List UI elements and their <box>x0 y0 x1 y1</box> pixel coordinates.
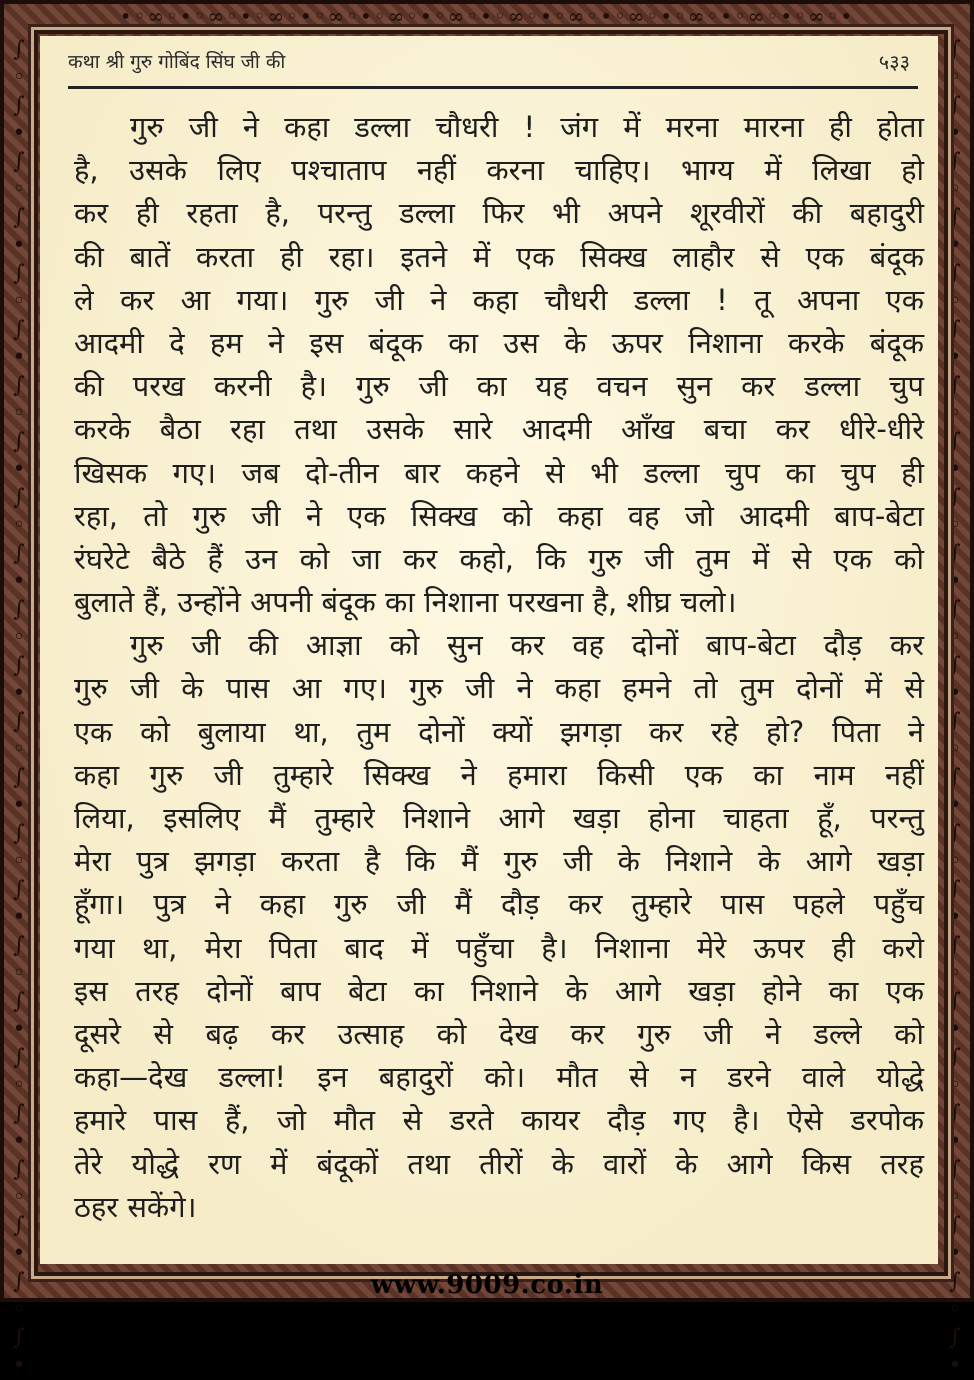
text-line: तेरे योद्धे रण में बंदूकों तथा तीरों के वारों के आगे किस तरह <box>74 1146 924 1181</box>
text-line: गया था, मेरा पिता बाद में पहुँचा है। निशाना मेरे ऊपर ही करो <box>74 930 924 965</box>
text-line: की बातें करता ही रहा। इतने में एक सिक्ख लाहौर से एक बंदूक <box>74 239 924 274</box>
website-url: www.9009.co.in <box>370 1270 604 1300</box>
text-line: लिया, इसलिए मैं तुम्हारे निशाने आगे खड़ा होना चाहता हूँ, परन्तु <box>74 801 924 835</box>
text-line: रहा, तो गुरु जी ने एक सिक्ख को कहा वह जो आदमी बाप-बेटा <box>74 498 924 533</box>
text-line: खिसक गए। जब दो-तीन बार कहने से भी डल्ला चुप का चुप ही <box>74 455 924 490</box>
body-text <box>74 106 924 1229</box>
text-line: बुलाते हैं, उन्होंने अपनी बंदूक का निशाना परखना है, शीघ्र चलो। <box>74 585 737 620</box>
text-line: ठहर सकेंगे। <box>74 1189 197 1224</box>
top-border-ornament: •◦∞◦•◦∞◦•◦∞◦•◦∞◦•◦∞◦•◦∞◦•◦∞◦•◦∞◦•◦∞◦•◦∞◦•◦∞◦•◦∞◦• <box>119 4 855 28</box>
text-line: एक को बुलाया था, तुम दोनों क्यों झगड़ा कर रहे हो? पिता ने <box>74 714 924 749</box>
text-line: इस तरह दोनों बाप बेटा का निशाने के आगे खड़ा होने का एक <box>74 973 924 1008</box>
right-border-ornament: ∫ ◦ ∫ • ∫ ◦ ∫ • ∫ ◦ ∫ • ∫ ◦ ∫ • ∫ ◦ ∫ • ∫ ◦ ∫ • ∫ ◦ ∫ • ∫ ◦ ∫ • ∫ ◦ ∫ • ∫ ◦ ∫ • ∫ ◦ ∫ • ∫ ◦ ∫ • <box>948 37 962 1378</box>
text-line: कर ही रहता है, परन्तु डल्ला फिर भी अपने शूरवीरों की बहादुरी <box>74 196 924 231</box>
text-line: कहा—देख डल्ला! इन बहादुरों को। मौत से न डरने वाले योद्धे <box>74 1060 924 1095</box>
page-header <box>68 44 910 76</box>
header-rule <box>68 86 918 89</box>
text-line: है, उसके लिए पश्चाताप नहीं करना चाहिए। भाग्य में लिखा हो <box>74 153 924 188</box>
text-line: मेरा पुत्र झगड़ा करता है कि मैं गुरु जी के निशाने के आगे खड़ा <box>74 844 924 879</box>
text-line: गुरु जी के पास आ गए। गुरु जी ने कहा हमने तो तुम दोनों में से <box>74 671 924 706</box>
text-line: हमारे पास हैं, जो मौत से डरते कायर दौड़ गए है। ऐसे डरपोक <box>74 1103 924 1138</box>
text-line: गुरु जी ने कहा डल्ला चौधरी ! जंग में मरना मारना ही होता <box>130 110 924 144</box>
book-page <box>40 36 938 1264</box>
text-line: गुरु जी की आज्ञा को सुन कर वह दोनों बाप-बेटा दौड़ कर <box>130 628 924 663</box>
text-line: दूसरे से बढ़ कर उत्साह को देख कर गुरु जी ने डल्ले को <box>74 1016 924 1051</box>
text-line: ले कर आ गया। गुरु जी ने कहा चौधरी डल्ला ! तू अपना एक <box>74 282 924 317</box>
text-line: आदमी दे हम ने इस बंदूक का उस के ऊपर निशाना करके बंदूक <box>74 325 924 360</box>
text-line: रंघरेटे बैठे हैं उन को जा कर कहो, कि गुरु जी तुम में से एक को <box>74 541 924 576</box>
text-line: करके बैठा रहा तथा उसके सारे आदमी आँख बचा कर धीरे-धीरे <box>74 412 924 447</box>
running-title: कथा श्री गुरु गोबिंद सिंघ जी की <box>68 51 286 73</box>
text-line: कहा गुरु जी तुम्हारे सिक्ख ने हमारा किसी एक का नाम नहीं <box>74 757 924 792</box>
text-line: की परख करनी है। गुरु जी का यह वचन सुन कर डल्ला चुप <box>74 369 924 404</box>
page-number: ५३३ <box>878 50 910 74</box>
left-border-ornament: ∫ ◦ ∫ • ∫ ◦ ∫ • ∫ ◦ ∫ • ∫ ◦ ∫ • ∫ ◦ ∫ • ∫ ◦ ∫ • ∫ ◦ ∫ • ∫ ◦ ∫ • ∫ ◦ ∫ • ∫ ◦ ∫ • ∫ ◦ ∫ • ∫ ◦ ∫ • <box>12 37 26 1378</box>
text-line: हूँगा। पुत्र ने कहा गुरु जी मैं दौड़ कर तुम्हारे पास पहले पहुँच <box>74 887 924 922</box>
